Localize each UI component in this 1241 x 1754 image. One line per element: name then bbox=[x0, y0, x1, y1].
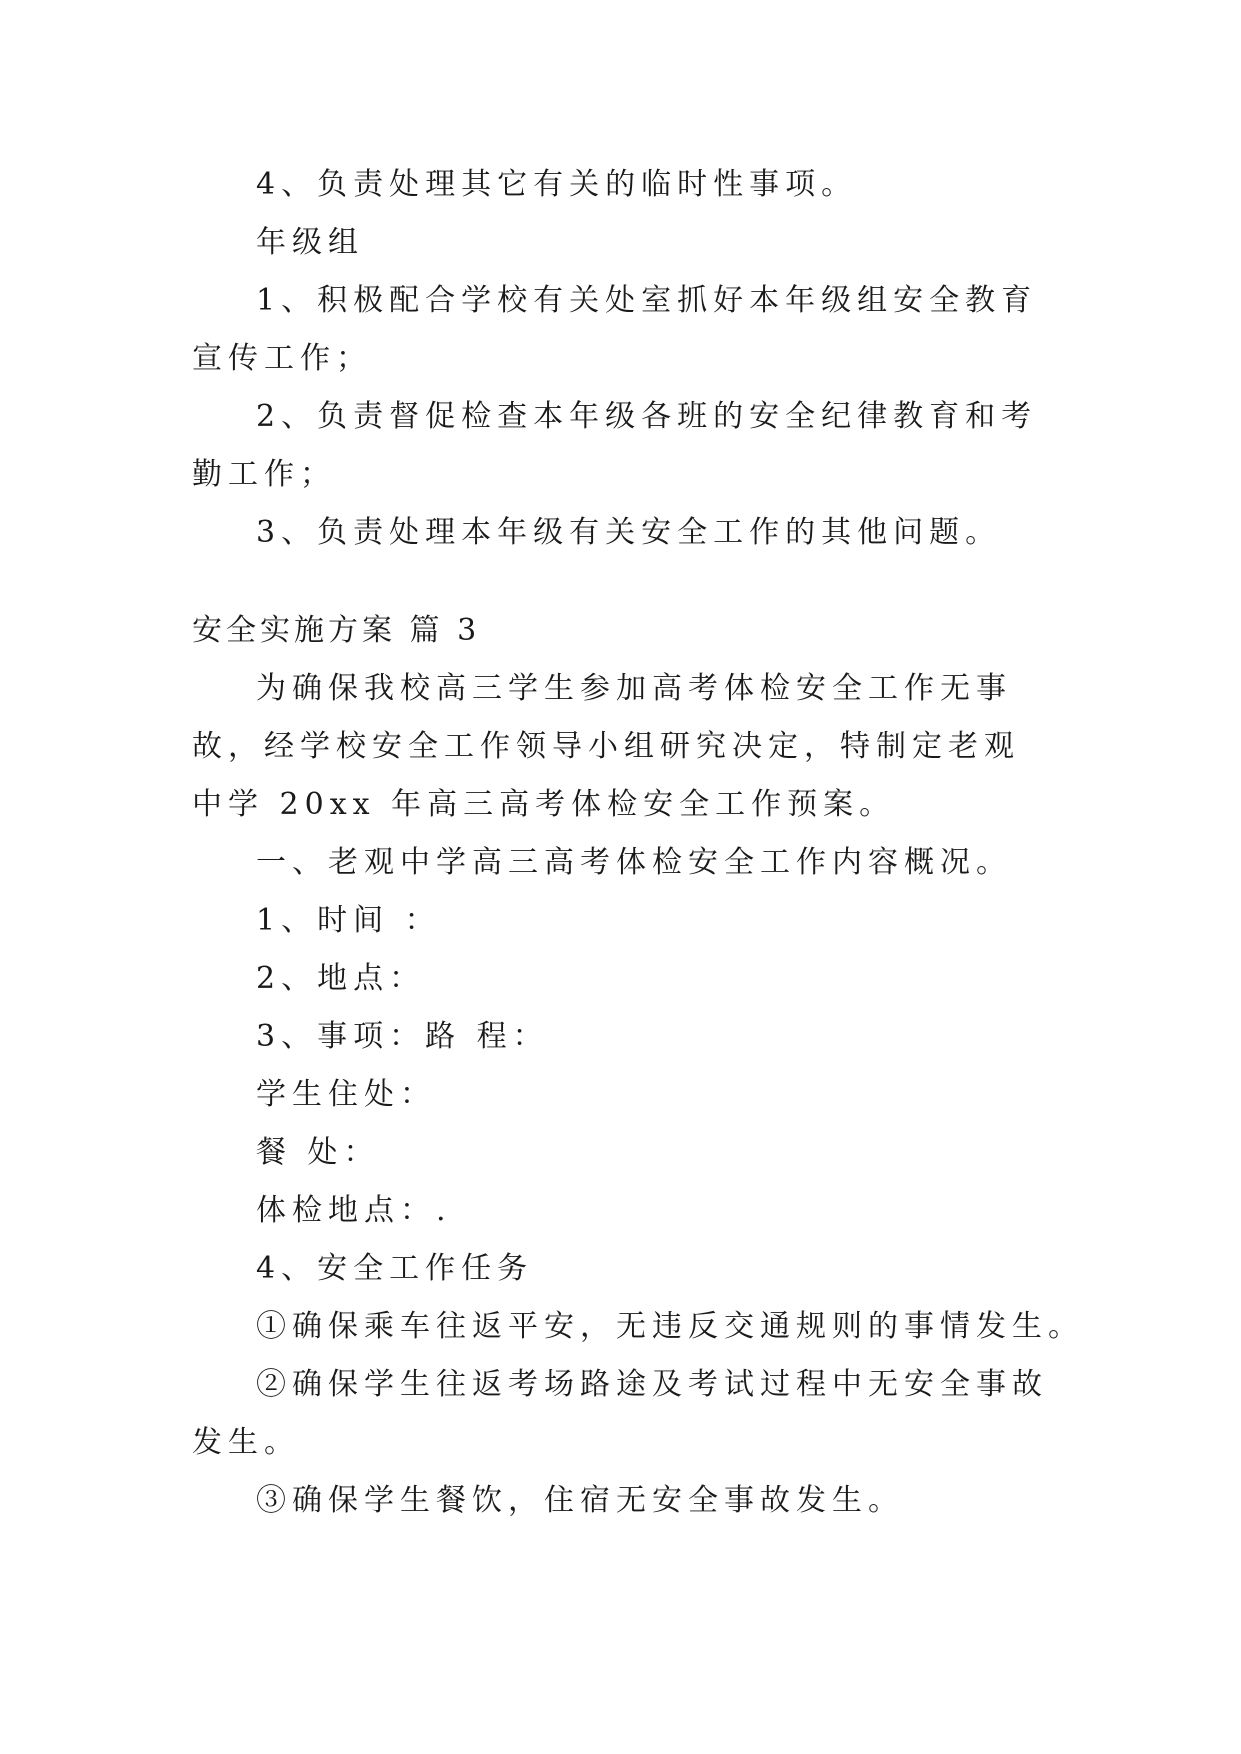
tasks-title: 4、安全工作任务 bbox=[256, 1251, 534, 1286]
grade-group-title: 年级组 bbox=[256, 225, 364, 260]
time-field: 1、时间 ： bbox=[256, 903, 441, 938]
grade-item-1: 1、积极配合学校有关处室抓好本年级组安全教育宣传工作； bbox=[192, 283, 1038, 376]
section-spacer bbox=[192, 562, 1052, 602]
section-1-title: 一、老观中学高三高考体检安全工作内容概况。 bbox=[256, 845, 1012, 880]
task-item-3: ③确保学生餐饮，住宿无安全事故发生。 bbox=[256, 1483, 904, 1518]
lodging-field: 学生住处： bbox=[256, 1077, 436, 1112]
grade-item-3: 3、负责处理本年级有关安全工作的其他问题。 bbox=[256, 515, 1002, 550]
section-heading: 安全实施方案 篇 3 bbox=[192, 613, 481, 648]
intro-paragraph: 为确保我校高三学生参加高考体检安全工作无事故，经学校安全工作领导小组研究决定，特制定老观中学 20xx 年高三高考体检安全工作预案。 bbox=[192, 671, 1020, 822]
document-body bbox=[192, 156, 1084, 1530]
task-item-2: ②确保学生往返考场路途及考试过程中无安全事故发生。 bbox=[192, 1367, 1048, 1460]
task-item-1: ①确保乘车往返平安，无违反交通规则的事情发生。 bbox=[256, 1309, 1084, 1344]
place-field: 2、地点： bbox=[256, 961, 426, 996]
duty-item-4: 4、负责处理其它有关的临时性事项。 bbox=[256, 167, 858, 202]
dining-field: 餐 处： bbox=[256, 1135, 380, 1170]
exam-place-field: 体检地点：. bbox=[256, 1193, 452, 1228]
grade-item-2: 2、负责督促检查本年级各班的安全纪律教育和考勤工作； bbox=[192, 399, 1038, 492]
matters-field: 3、事项：路 程： bbox=[256, 1019, 549, 1054]
